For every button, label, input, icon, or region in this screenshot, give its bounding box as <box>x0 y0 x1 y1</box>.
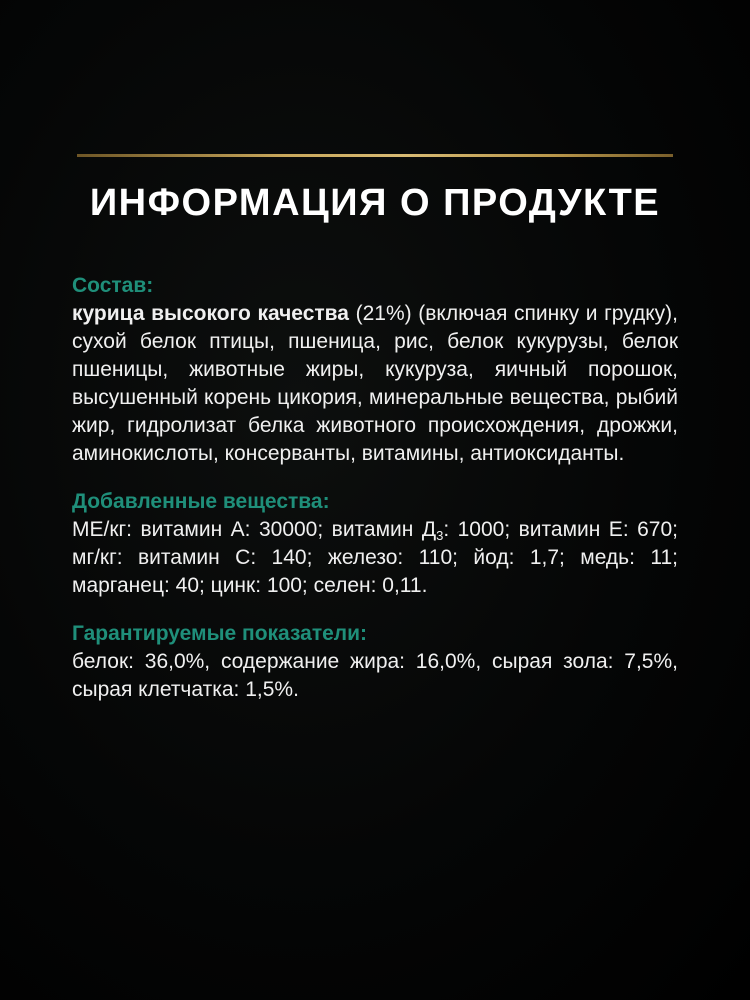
additives-heading: Добавленные вещества: <box>72 490 330 513</box>
additives-text <box>72 516 678 600</box>
vitamin-d-subscript: 3 <box>436 528 444 543</box>
composition-body: (21%) (включая спинку и грудку), сухой белок птицы, пшеница, рис, белок кукурузы, белок пшеницы, животные жиры, кукуруза, яичный порошок, высушенный корень цикория, минеральные вещества, рыбий жир, гидролизат белка животного происхождения, дрожжи, аминокислоты, консерванты, витамины, антиоксиданты. <box>72 302 678 465</box>
guaranteed-text: белок: 36,0%, содержание жира: 16,0%, сырая зола: 7,5%, сырая клетчатка: 1,5%. <box>72 650 678 701</box>
composition-text <box>72 300 678 468</box>
guaranteed-heading: Гарантируемые показатели: <box>72 622 368 645</box>
guaranteed-section <box>72 620 678 704</box>
additives-text-part-1: МЕ/кг: витамин А: 30000; витамин Д <box>72 518 437 541</box>
additives-text-part-2: : 1000; витамин Е: 670; мг/кг: витамин С: 140; железо: 110; йод: 1,7; медь: 11; марганец: 40; цинк: 100; селен: 0,11. <box>72 518 678 597</box>
composition-lead: курица высокого качества <box>72 302 349 325</box>
composition-heading: Состав: <box>72 274 154 297</box>
product-info-content <box>72 272 678 724</box>
page-title: ИНФОРМАЦИЯ О ПРОДУКТЕ <box>89 182 661 224</box>
gold-divider <box>77 154 673 157</box>
additives-section <box>72 488 678 600</box>
composition-section <box>72 272 678 468</box>
